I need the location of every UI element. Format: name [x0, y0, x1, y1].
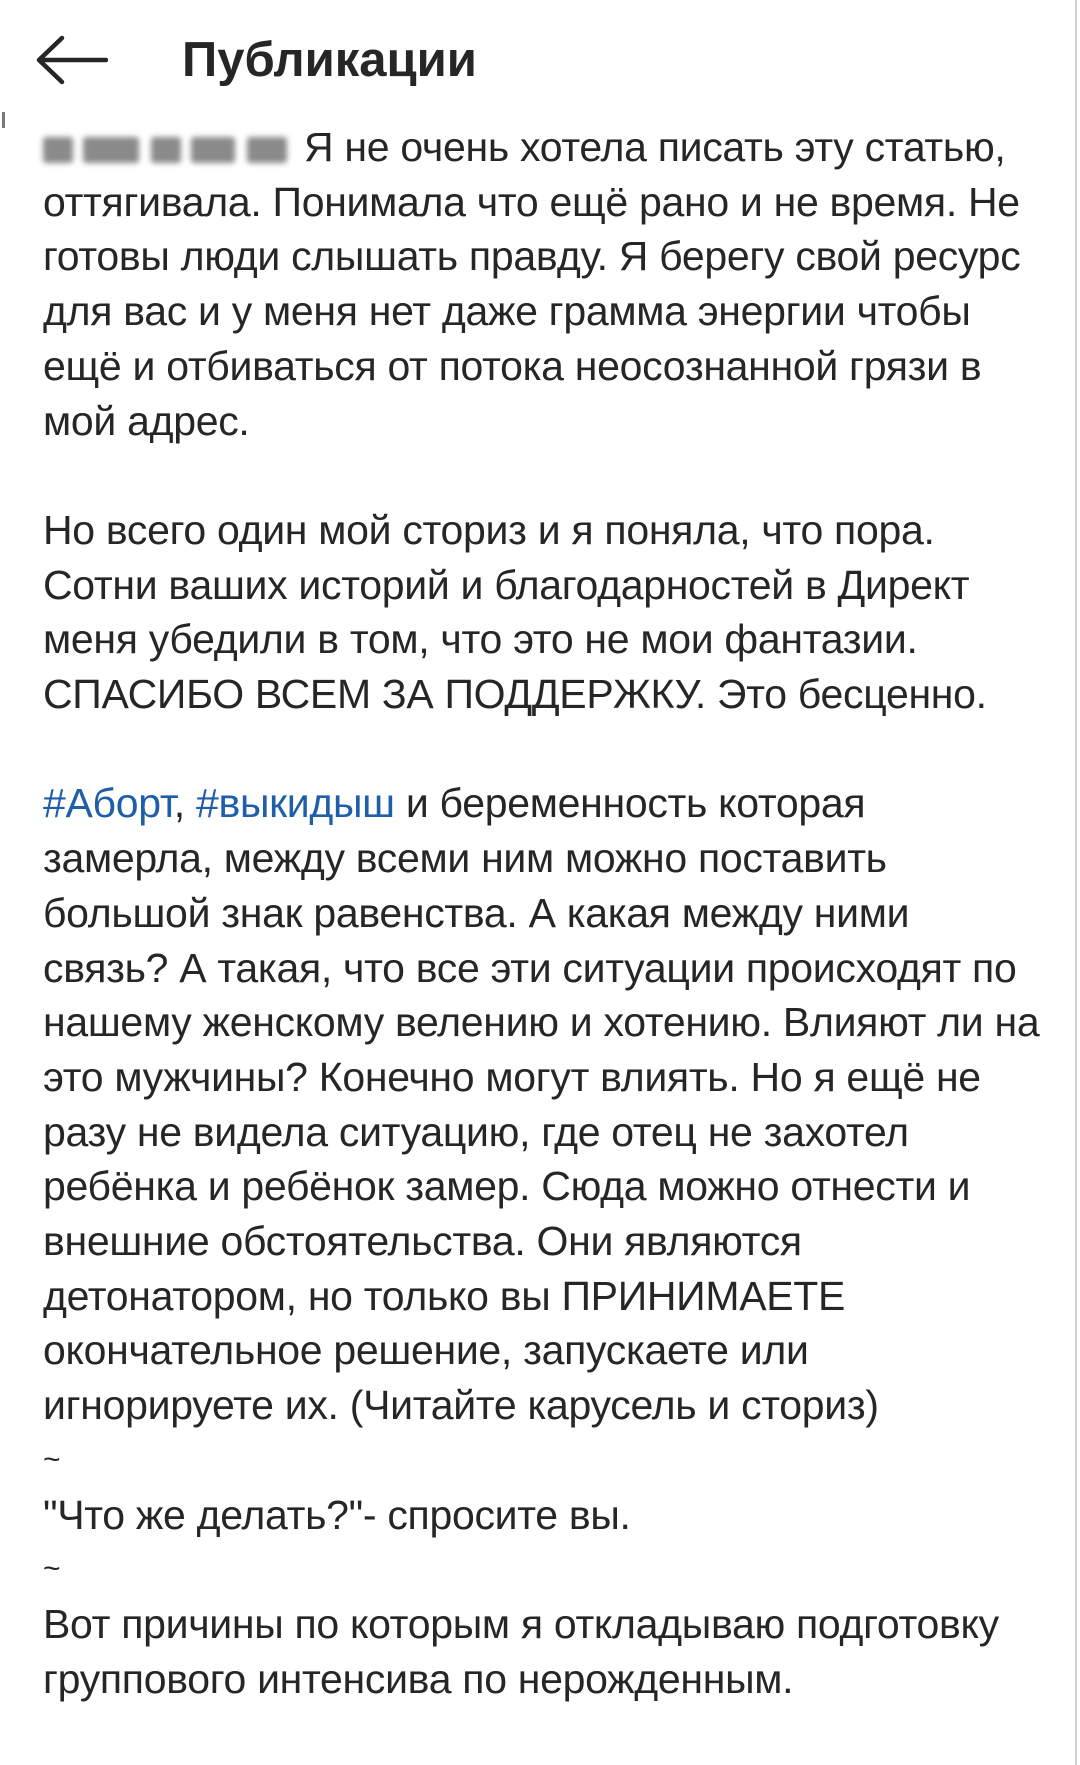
- paragraph-spacer: [43, 722, 1043, 777]
- hashtag-separator: ,: [173, 780, 196, 827]
- hashtag-link-miscarriage[interactable]: #выкидыш: [195, 780, 395, 827]
- arrow-left-icon: [34, 35, 108, 85]
- caption-paragraph-3: [43, 776, 1043, 1432]
- top-app-bar: [0, 0, 1080, 122]
- scroll-edge-mark: [2, 112, 5, 128]
- page-title: Публикации: [182, 33, 477, 87]
- post-caption: [43, 120, 1043, 1706]
- caption-paragraph-2: Но всего один мой сториз и я поняла, что пора. Сотни ваших историй и благодарностей в Директ меня убедили в том, что это не мои фантазии. СПАСИБО ВСЕМ ЗА ПОДДЕРЖКУ. Это бесценно.: [43, 506, 987, 718]
- caption-paragraph-intro: [43, 120, 1043, 448]
- caption-paragraph-5: Вот причины по которым я откладываю подготовку группового интенсива по нерожденным.: [43, 1600, 999, 1702]
- paragraph-spacer: [43, 448, 1043, 503]
- hashtag-link-abort[interactable]: #Аборт: [43, 780, 174, 827]
- screen-edge-divider: [1075, 0, 1077, 1765]
- blurred-username[interactable]: [43, 129, 296, 167]
- caption-intro-text: Я не очень хотела писать эту статью, оттягивала. Понимала что ещё рано и не время. Не готовы люди слышать правду. Я берегу свой ресурс для вас и у меня нет даже грамма энергии чтобы ещё и отбиваться от потока неосознанной грязи в мой адрес.: [43, 124, 1021, 444]
- tilde-separator: ~: [43, 1442, 61, 1476]
- caption-paragraph-3-text: и беременность которая замерла, между всеми ним можно поставить большой знак равенства. А какая между ними связь? А такая, что все эти ситуации происходят по нашему женскому велению и хотению. Влияют ли на это мужчины? Конечно могут влиять. Но я ещё не разу не видела ситуацию, где отец не захотел ребёнка и ребёнок замер. Сюда можно отнести и внешние обстоятельства. Они являются детонатором, но только вы ПРИНИМАЕТЕ окончательное решение, запускаете или игнорируете их. (Читайте карусель и сториз): [43, 780, 1040, 1429]
- back-button[interactable]: [30, 28, 112, 92]
- caption-question: "Что же делать?"- спросите вы.: [43, 1491, 631, 1538]
- tilde-separator: ~: [43, 1552, 61, 1586]
